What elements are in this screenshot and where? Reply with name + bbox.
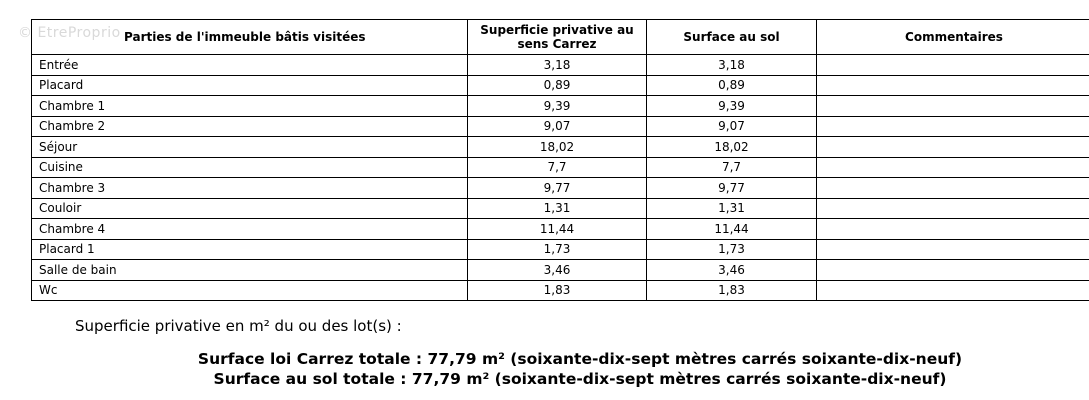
table-row xyxy=(32,116,1089,137)
comment-cell xyxy=(817,198,1089,219)
comment-cell xyxy=(817,260,1089,281)
room-name-cell: Séjour xyxy=(32,137,468,158)
room-name-cell: Couloir xyxy=(32,198,468,219)
room-name-cell: Chambre 1 xyxy=(32,96,468,117)
room-name-cell: Chambre 3 xyxy=(32,178,468,199)
comment-cell xyxy=(817,137,1089,158)
total-carrez: Surface loi Carrez totale : 77,79 m² (soixante-dix-sept mètres carrés soixante-dix-neuf) xyxy=(197,350,963,368)
carrez-cell: 7,7 xyxy=(468,157,647,178)
table-header-row xyxy=(32,20,1089,55)
comment-cell xyxy=(817,219,1089,240)
carrez-cell: 11,44 xyxy=(468,219,647,240)
table-row xyxy=(32,239,1089,260)
sol-cell: 1,83 xyxy=(647,280,817,301)
carrez-cell: 3,46 xyxy=(468,260,647,281)
comment-cell xyxy=(817,239,1089,260)
table-row xyxy=(32,55,1089,76)
table-row xyxy=(32,219,1089,240)
header-sol: Surface au sol xyxy=(647,20,817,55)
comment-cell xyxy=(817,96,1089,117)
carrez-cell: 9,07 xyxy=(468,116,647,137)
table-row xyxy=(32,198,1089,219)
sol-cell: 9,39 xyxy=(647,96,817,117)
comment-cell xyxy=(817,116,1089,137)
carrez-cell: 18,02 xyxy=(468,137,647,158)
table-row xyxy=(32,137,1089,158)
sol-cell: 18,02 xyxy=(647,137,817,158)
sol-cell: 9,77 xyxy=(647,178,817,199)
room-name-cell: Placard xyxy=(32,75,468,96)
comment-cell xyxy=(817,157,1089,178)
sol-cell: 3,46 xyxy=(647,260,817,281)
sol-cell: 1,73 xyxy=(647,239,817,260)
room-name-cell: Chambre 4 xyxy=(32,219,468,240)
room-name-cell: Wc xyxy=(32,280,468,301)
total-sol: Surface au sol totale : 77,79 m² (soixante-dix-sept mètres carrés soixante-dix-neuf) xyxy=(213,370,947,388)
table-row xyxy=(32,75,1089,96)
table-row xyxy=(32,280,1089,301)
intro-text: Superficie privative en m² du ou des lot(s) : xyxy=(75,317,402,335)
table-row xyxy=(32,178,1089,199)
sol-cell: 0,89 xyxy=(647,75,817,96)
room-name-cell: Entrée xyxy=(32,55,468,76)
comment-cell xyxy=(817,280,1089,301)
table-row xyxy=(32,260,1089,281)
room-name-cell: Placard 1 xyxy=(32,239,468,260)
surface-table xyxy=(31,19,1089,301)
header-parties: Parties de l'immeuble bâtis visitées xyxy=(32,20,468,55)
comment-cell xyxy=(817,55,1089,76)
header-carrez: Superficie privative au sens Carrez xyxy=(468,20,647,55)
header-commentaires: Commentaires xyxy=(817,20,1089,55)
sol-cell: 1,31 xyxy=(647,198,817,219)
room-name-cell: Cuisine xyxy=(32,157,468,178)
sol-cell: 11,44 xyxy=(647,219,817,240)
sol-cell: 3,18 xyxy=(647,55,817,76)
carrez-cell: 1,73 xyxy=(468,239,647,260)
comment-cell xyxy=(817,75,1089,96)
sol-cell: 9,07 xyxy=(647,116,817,137)
carrez-cell: 9,77 xyxy=(468,178,647,199)
carrez-cell: 9,39 xyxy=(468,96,647,117)
room-name-cell: Salle de bain xyxy=(32,260,468,281)
table-row xyxy=(32,157,1089,178)
carrez-cell: 1,83 xyxy=(468,280,647,301)
sol-cell: 7,7 xyxy=(647,157,817,178)
table-row xyxy=(32,96,1089,117)
carrez-cell: 0,89 xyxy=(468,75,647,96)
watermark-text: © EtreProprio xyxy=(18,25,121,41)
room-name-cell: Chambre 2 xyxy=(32,116,468,137)
comment-cell xyxy=(817,178,1089,199)
carrez-cell: 1,31 xyxy=(468,198,647,219)
carrez-cell: 3,18 xyxy=(468,55,647,76)
